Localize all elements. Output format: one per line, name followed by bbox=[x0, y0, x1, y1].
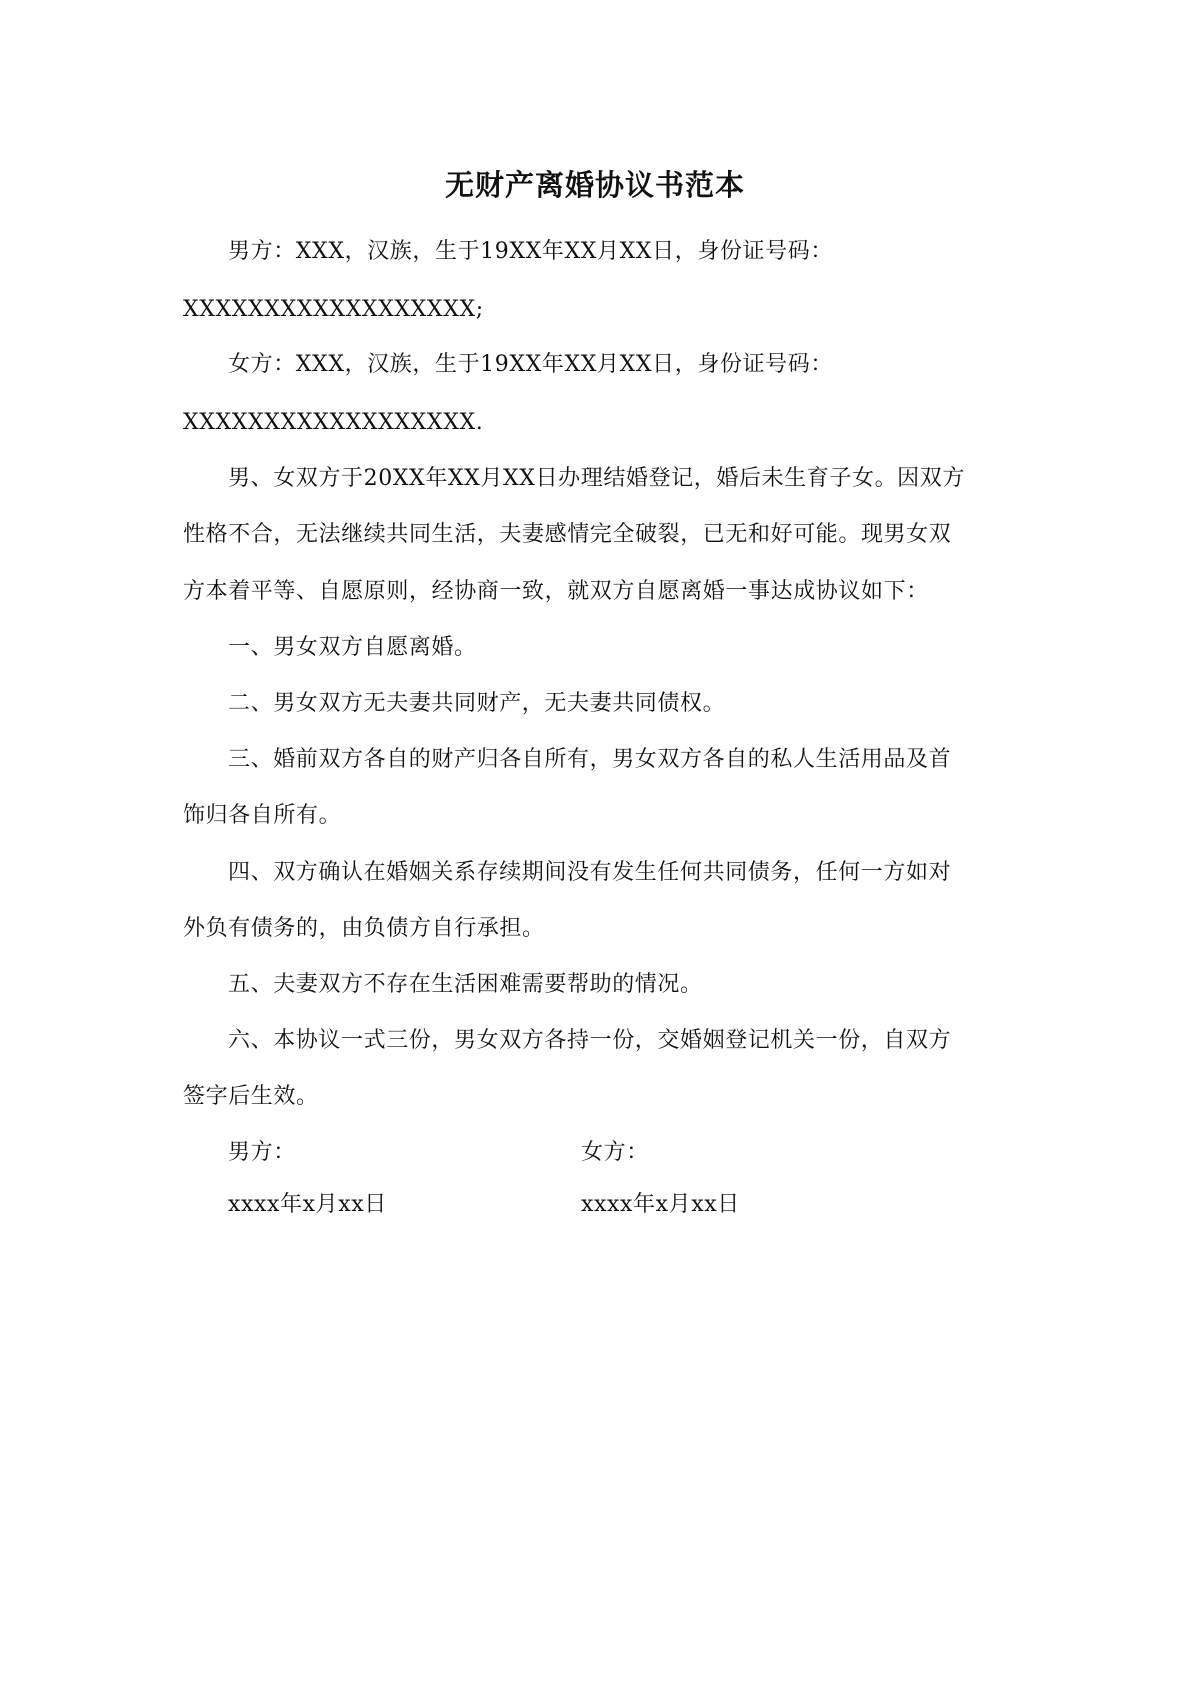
clause-6-line-1: 六、本协议一式三份，男女双方各持一份，交婚姻登记机关一份，自双方 bbox=[228, 1028, 952, 1053]
clause-4-line-2: 外负有债务的，由负债方自行承担。 bbox=[183, 916, 545, 941]
document-title: 无财产离婚协议书范本 bbox=[444, 168, 745, 202]
clause-2: 二、男女双方无夫妻共同财产，无夫妻共同债权。 bbox=[228, 691, 726, 716]
female-id-number: XXXXXXXXXXXXXXXXXX. bbox=[183, 410, 484, 435]
male-id-number: XXXXXXXXXXXXXXXXXX; bbox=[183, 297, 484, 322]
clause-1: 一、男女双方自愿离婚。 bbox=[228, 635, 477, 660]
clause-6-line-2: 签字后生效。 bbox=[183, 1084, 319, 1109]
male-signature-label: 男方： bbox=[228, 1140, 296, 1165]
intro-paragraph-line-2: 性格不合，无法继续共同生活，夫妻感情完全破裂，已无和好可能。现男女双 bbox=[183, 522, 952, 547]
clause-4-line-1: 四、双方确认在婚姻关系存续期间没有发生任何共同债务，任何一方如对 bbox=[228, 860, 952, 885]
male-party-line: 男方：XXX，汉族，生于19XX年XX月XX日，身份证号码： bbox=[228, 239, 833, 264]
intro-paragraph-line-3: 方本着平等、自愿原则，经协商一致，就双方自愿离婚一事达成协议如下： bbox=[183, 579, 929, 604]
male-signature-date: xxxx年x月xx日 bbox=[228, 1192, 387, 1217]
intro-paragraph-line-1: 男、女双方于20XX年XX月XX日办理结婚登记，婚后未生育子女。因双方 bbox=[228, 466, 965, 491]
clause-3-line-1: 三、婚前双方各自的财产归各自所有，男女双方各自的私人生活用品及首 bbox=[228, 747, 952, 772]
clause-5: 五、夫妻双方不存在生活困难需要帮助的情况。 bbox=[228, 972, 703, 997]
female-signature-label: 女方： bbox=[581, 1140, 649, 1165]
female-signature-date: xxxx年x月xx日 bbox=[581, 1192, 740, 1217]
clause-3-line-2: 饰归各自所有。 bbox=[183, 803, 342, 828]
female-party-line: 女方：XXX，汉族，生于19XX年XX月XX日，身份证号码： bbox=[228, 352, 833, 377]
